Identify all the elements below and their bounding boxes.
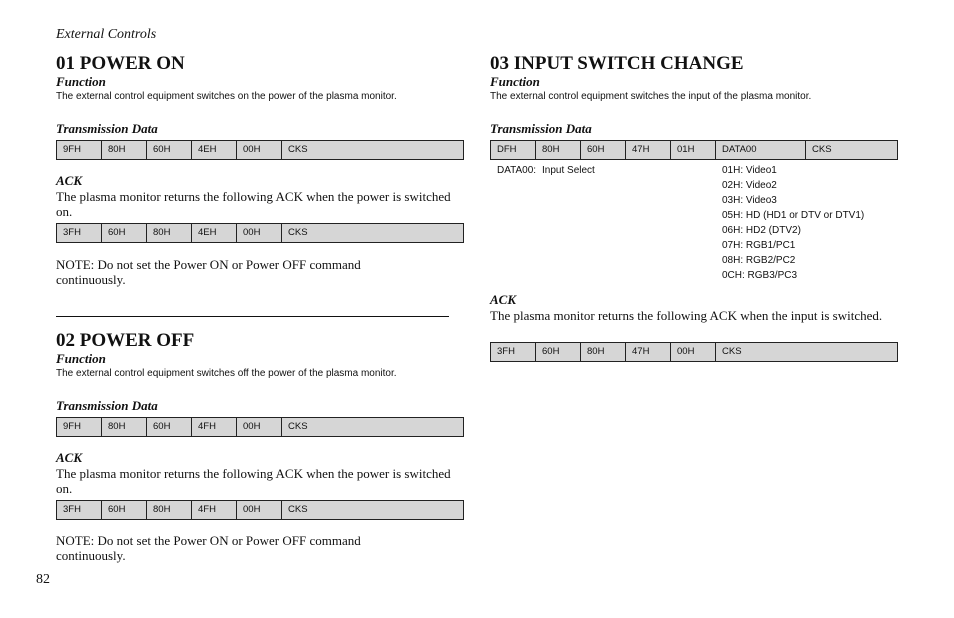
input-option: 06H: HD2 (DTV2) — [722, 225, 801, 236]
section-title-input-switch: 03 INPUT SWITCH CHANGE — [490, 53, 744, 74]
byte-cell: 60H — [102, 224, 147, 242]
section-title-power-off: 02 POWER OFF — [56, 330, 195, 351]
byte-cell: 80H — [102, 418, 147, 436]
byte-cell: 60H — [147, 418, 192, 436]
byte-cell: 80H — [147, 224, 192, 242]
ack-text: The plasma monitor returns the following ACK when the power is switched on. — [56, 189, 451, 219]
input-option: 07H: RGB1/PC1 — [722, 240, 796, 251]
byte-cell: 80H — [536, 141, 581, 159]
byte-cell: 60H — [536, 343, 581, 361]
checksum-cell: CKS — [288, 504, 308, 515]
ack-label: ACK — [56, 450, 83, 465]
byte-cell: 60H — [102, 501, 147, 519]
ack-table — [56, 500, 464, 520]
running-header: External Controls — [56, 27, 157, 42]
input-option: 01H: Video1 — [722, 165, 777, 176]
checksum-cell: CKS — [288, 227, 308, 238]
checksum-cell: CKS — [812, 144, 832, 155]
byte-cell: 80H — [581, 343, 626, 361]
function-text: The external control equipment switches off the power of the plasma monitor. — [56, 368, 397, 379]
byte-cell: 00H — [237, 418, 282, 436]
byte-cell: 3FH — [491, 343, 536, 361]
input-option: 05H: HD (HD1 or DTV or DTV1) — [722, 210, 865, 221]
transmission-table — [56, 140, 464, 160]
byte-cell: 47H — [626, 141, 671, 159]
section-title-power-on: 01 POWER ON — [56, 53, 185, 74]
data-description: Input Select — [542, 165, 595, 176]
ack-table — [56, 223, 464, 243]
byte-cell: 00H — [671, 343, 716, 361]
input-option: 03H: Video3 — [722, 195, 777, 206]
transmission-table — [490, 140, 898, 160]
function-label: Function — [56, 74, 106, 89]
function-label: Function — [490, 74, 540, 89]
byte-cell: 4EH — [192, 224, 237, 242]
byte-cell: 4FH — [192, 501, 237, 519]
section-divider — [56, 316, 449, 317]
ack-label: ACK — [56, 173, 83, 188]
transmission-label: Transmission Data — [490, 121, 592, 136]
input-option: 08H: RGB2/PC2 — [722, 255, 796, 266]
function-text: The external control equipment switches the input of the plasma monitor. — [490, 91, 812, 102]
byte-cell: 00H — [237, 224, 282, 242]
byte-cell: 00H — [237, 141, 282, 159]
byte-cell: 80H — [102, 141, 147, 159]
input-options-list — [722, 163, 864, 283]
data-label: DATA00: — [497, 165, 537, 176]
byte-cell: 3FH — [57, 224, 102, 242]
ack-text: The plasma monitor returns the following ACK when the input is switched. — [490, 308, 883, 323]
ack-text: The plasma monitor returns the following ACK when the power is switched on. — [56, 466, 451, 496]
byte-cell: 80H — [147, 501, 192, 519]
byte-cell: DFH — [491, 141, 536, 159]
input-option: 02H: Video2 — [722, 180, 777, 191]
byte-cell: 01H — [671, 141, 716, 159]
byte-cell: 9FH — [57, 418, 102, 436]
byte-cell: 3FH — [57, 501, 102, 519]
checksum-cell: CKS — [288, 421, 308, 432]
transmission-label: Transmission Data — [56, 398, 158, 413]
transmission-label: Transmission Data — [56, 121, 158, 136]
function-text: The external control equipment switches on the power of the plasma monitor. — [56, 91, 397, 102]
byte-cell: 9FH — [57, 141, 102, 159]
note-text: NOTE: Do not set the Power ON or Power OFF command continuously. — [56, 257, 361, 287]
byte-cell: 60H — [581, 141, 626, 159]
transmission-table — [56, 417, 464, 437]
note-text: NOTE: Do not set the Power ON or Power OFF command continuously. — [56, 533, 361, 563]
byte-cell: 4FH — [192, 418, 237, 436]
function-label: Function — [56, 351, 106, 366]
byte-cell: 00H — [237, 501, 282, 519]
ack-table — [490, 342, 898, 362]
input-option: 0CH: RGB3/PC3 — [722, 270, 798, 281]
byte-cell: 60H — [147, 141, 192, 159]
byte-cell: 4EH — [192, 141, 237, 159]
byte-cell: 47H — [626, 343, 671, 361]
ack-label: ACK — [490, 292, 517, 307]
data-cell: DATA00 — [716, 141, 806, 159]
checksum-cell: CKS — [722, 346, 742, 357]
page-number: 82 — [36, 572, 50, 587]
checksum-cell: CKS — [288, 144, 308, 155]
